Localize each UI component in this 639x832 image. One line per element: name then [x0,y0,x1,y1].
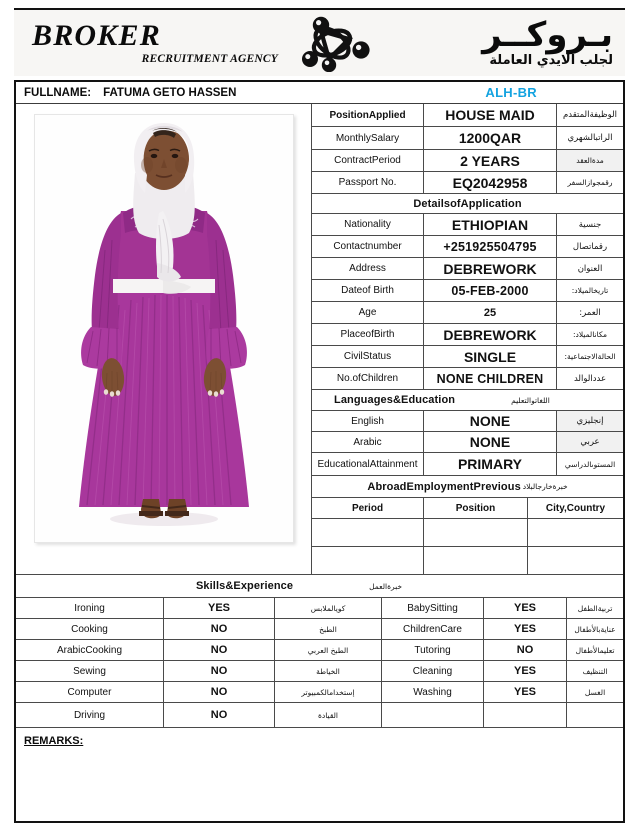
fullname-row [16,82,623,104]
contract-period-label-arabic: مدةالعقد [576,156,604,165]
letterhead [14,8,625,76]
monthly-salary-arabic-cell [557,127,623,150]
place-of-birth-label-arabic: مكانالميلاد: [572,330,608,339]
skill-right-1-label: ChildrenCare [403,623,462,635]
civil-status-label: CivilStatus [343,351,392,362]
position-applied-value-cell [424,104,557,127]
abroad-column-position [424,498,528,519]
contract-period-arabic-cell [557,150,623,172]
skill-left-5-label: Driving [73,709,106,721]
contract-period-label: ContractPeriod [334,155,401,166]
passport-label-cell [312,172,424,194]
skill-right-4-label: Washing [413,686,452,698]
monthly-salary-value: 1200QAR [458,130,522,146]
skill-left-3-value: NO [210,665,228,677]
skill-right-1-arabic: عنايةبالأطفال [574,624,616,634]
nationality-label-cell [312,214,424,236]
skill-right-0-label-cell [382,598,484,619]
address-label-arabic: العنوان [577,263,603,274]
english-label: English [351,415,384,427]
skill-right-3-label-cell [382,661,484,682]
number-of-children-value-cell [424,368,557,390]
skill-right-5-value-cell [484,703,567,728]
address-arabic-cell [557,258,623,280]
english-value: NONE [469,413,511,429]
monthly-salary-label: MonthlySalary [335,132,400,144]
english-label-cell [312,411,424,432]
skill-right-4-arabic: الغسل [584,687,606,697]
educational-attainment-value: PRIMARY [457,456,523,472]
age-arabic-cell [557,302,623,324]
address-value: DEBREWORK [443,260,537,277]
nationality-value: ETHIOPIAN [451,216,529,233]
english-value-cell [424,411,557,432]
remarks-label: REMARKS: [24,735,84,747]
passport-arabic-cell [557,172,623,194]
skill-right-2-value-cell [484,640,567,661]
nationality-value-cell [424,214,557,236]
skill-left-3-label: Sewing [73,665,106,677]
number-of-children-arabic-cell [557,368,623,390]
arabic-label: Arabic [353,436,382,448]
skill-right-3-arabic: التنظيف [582,666,608,676]
passport-label: Passport No. [338,177,397,188]
number-of-children-label: No.ofChildren [336,373,399,384]
passport-label-arabic: رقمجوازالسفر [567,178,613,187]
skill-right-4-value-cell [484,682,567,703]
position-applied-label-cell [312,104,424,127]
skill-left-3-value-cell [164,661,275,682]
applicant-photo-cell [16,104,312,575]
contact-number-label-arabic: رقماتصال [572,241,608,252]
skill-right-2-value: NO [516,644,534,656]
place-of-birth-value: DEBREWORK [443,326,537,343]
contact-number-value: +251925504795 [443,239,537,254]
abroad-employment-title: AbroadEmploymentPrevious [367,480,521,493]
skill-left-2-arabic-cell [275,640,382,661]
skill-left-4-value-cell [164,682,275,703]
date-of-birth-label-arabic: تاريخالميلاد: [571,286,609,295]
abroad-column-period [312,498,424,519]
place-of-birth-value-cell [424,324,557,346]
contact-number-value-cell [424,236,557,258]
skill-right-1-value-cell [484,619,567,640]
age-label: Age [358,307,377,318]
date-of-birth-label-cell [312,280,424,302]
skill-left-1-value: NO [210,623,228,635]
abroad-position-header: Position [455,502,496,514]
contract-period-value: 2 YEARS [460,152,520,169]
number-of-children-value: NONE CHILDREN [436,371,544,386]
abroad-employment-title-arabic: خبرةخارجالبلاد [522,482,568,491]
skill-right-1-value: YES [513,623,536,635]
skill-right-0-value-cell [484,598,567,619]
form-frame [14,80,625,823]
skill-left-0-label-cell [16,598,164,619]
skill-right-2-arabic: تعليمالأطفال [575,645,615,655]
monthly-salary-label-arabic: الراتبالشهري [567,133,613,143]
skill-right-1-label-cell [382,619,484,640]
civil-status-label-arabic: الحالةالاجتماعية: [564,352,616,361]
english-label-arabic: إنجليزي [576,416,604,426]
skill-left-5-arabic: القيادة [318,710,338,720]
remarks-section[interactable] [16,729,623,821]
fullname-value: FATUMA GETO HASSEN [103,86,237,99]
arabic-brand-name: بـروكــر [482,15,613,55]
skill-left-2-arabic: الطبخ العربي [307,645,349,655]
arabic-brand-block [386,15,625,68]
position-applied-arabic-cell [557,104,623,127]
civil-status-label-cell [312,346,424,368]
details-of-application-header [312,194,623,214]
skill-right-2-label: Tutoring [414,644,451,656]
educational-attainment-label-arabic: المستوىالدراسي [564,459,616,469]
skill-right-5-arabic-cell [567,703,623,728]
nationality-label-arabic: جنسية [578,219,602,230]
brand-block [14,21,286,65]
age-value: 25 [483,306,497,319]
skill-left-3-arabic: الخياطة [316,666,340,676]
civil-status-value: SINGLE [463,348,517,365]
abroad-row-1-city-country[interactable] [528,519,623,547]
skill-left-2-value-cell [164,640,275,661]
skill-right-3-value: YES [513,665,536,677]
abroad-row-2-city-country[interactable] [528,547,623,575]
place-of-birth-label: PlaceofBirth [340,329,395,340]
nationality-arabic-cell [557,214,623,236]
abroad-period-header: Period [351,502,384,514]
skill-right-0-arabic-cell [567,598,623,619]
date-of-birth-value-cell [424,280,557,302]
civil-status-value-cell [424,346,557,368]
abroad-employment-header [312,476,623,498]
skill-left-0-arabic-cell [275,598,382,619]
arabic-label-arabic: عربي [580,437,600,447]
skill-left-2-value: NO [210,644,228,656]
arabic-arabic-cell [557,432,623,453]
contract-period-value-cell [424,150,557,172]
age-label-cell [312,302,424,324]
brand-name: BROKER [32,19,161,52]
skill-right-0-value: YES [513,602,536,614]
applicant-photo [34,114,294,543]
fullname-label: FULLNAME: [24,86,92,99]
abroad-city-country-header: City,Country [545,502,606,514]
monthly-salary-label-cell [312,127,424,150]
position-applied-label: PositionApplied [329,109,406,121]
skill-left-0-value: YES [207,602,230,614]
skills-experience-header [16,575,623,598]
skill-left-1-value-cell [164,619,275,640]
date-of-birth-arabic-cell [557,280,623,302]
skill-left-4-arabic-cell [275,682,382,703]
languages-education-title: Languages&Education [334,394,456,406]
skill-right-2-arabic-cell [567,640,623,661]
abroad-row-1-period[interactable] [312,519,424,547]
abroad-row-1-position[interactable] [424,519,528,547]
skill-left-1-label: Cooking [71,623,108,635]
arabic-brand-tagline: لجلب الايدي العاملة [489,53,613,68]
age-label-arabic: العمر: [579,307,601,318]
skill-left-1-label-cell [16,619,164,640]
contact-number-label-cell [312,236,424,258]
arabic-value: NONE [469,434,511,450]
arabic-label-cell [312,432,424,453]
skill-right-3-label: Cleaning [412,665,453,677]
passport-value-cell [424,172,557,194]
skills-experience-title: Skills&Experience [196,580,294,592]
place-of-birth-label-cell [312,324,424,346]
skill-left-5-arabic-cell [275,703,382,728]
abroad-row-2-position[interactable] [424,547,528,575]
contact-number-arabic-cell [557,236,623,258]
skill-right-0-label: BabySitting [407,602,458,614]
skill-right-2-label-cell [382,640,484,661]
skill-right-4-value: YES [513,686,536,698]
contract-period-label-cell [312,150,424,172]
reference-code: ALH-BR [485,85,537,100]
details-of-application-title: DetailsofApplication [413,197,522,210]
passport-value: EQ2042958 [452,174,528,191]
skill-right-4-arabic-cell [567,682,623,703]
skill-left-4-arabic: إستخدامالكمبيوتر [301,687,355,697]
skill-left-3-arabic-cell [275,661,382,682]
skill-right-4-label-cell [382,682,484,703]
skill-left-1-arabic: الطبخ [319,624,337,634]
skill-right-3-arabic-cell [567,661,623,682]
skill-left-1-arabic-cell [275,619,382,640]
position-applied-label-arabic: الوظيفةالمتقدم [563,110,617,120]
address-label: Address [349,263,386,274]
molecule-atom-icon [286,14,386,72]
educational-attainment-arabic-cell [557,453,623,476]
address-label-cell [312,258,424,280]
skill-left-3-label-cell [16,661,164,682]
abroad-column-city-country [528,498,623,519]
educational-attainment-label-cell [312,453,424,476]
skill-right-5-label-cell [382,703,484,728]
contact-number-label: Contactnumber [333,241,402,252]
skill-left-4-label-cell [16,682,164,703]
position-applied-value: HOUSE MAID [445,107,535,123]
skill-left-0-value-cell [164,598,275,619]
educational-attainment-label: EducationalAttainment [317,458,418,470]
skill-left-2-label-cell [16,640,164,661]
date-of-birth-value: 05-FEB-2000 [451,283,529,298]
skill-right-1-arabic-cell [567,619,623,640]
educational-attainment-value-cell [424,453,557,476]
abroad-row-2-period[interactable] [312,547,424,575]
number-of-children-label-cell [312,368,424,390]
languages-education-header [312,390,623,411]
skill-left-0-label: Ironing [74,602,105,614]
place-of-birth-arabic-cell [557,324,623,346]
number-of-children-label-arabic: عددالوالد [573,373,607,384]
skill-left-0-arabic: كويالملابس [310,603,346,613]
age-value-cell [424,302,557,324]
civil-status-arabic-cell [557,346,623,368]
skill-left-5-value-cell [164,703,275,728]
skill-right-3-value-cell [484,661,567,682]
english-arabic-cell [557,411,623,432]
address-value-cell [424,258,557,280]
skills-experience-title-arabic: خبرةالعمل [369,581,403,591]
skill-left-4-value: NO [210,686,228,698]
skill-left-2-label: ArabicCooking [56,644,123,656]
brand-tagline: RECRUITMENT AGENCY [141,53,278,65]
monthly-salary-value-cell [424,127,557,150]
skill-left-5-label-cell [16,703,164,728]
nationality-label: Nationality [344,219,391,230]
skill-left-5-value: NO [210,709,228,721]
arabic-value-cell [424,432,557,453]
date-of-birth-label: Dateof Birth [341,285,394,296]
skill-right-0-arabic: تربيةالطفل [577,603,613,613]
languages-education-title-arabic: اللغاتوالتعليم [511,395,550,405]
skill-left-4-label: Computer [67,686,112,698]
